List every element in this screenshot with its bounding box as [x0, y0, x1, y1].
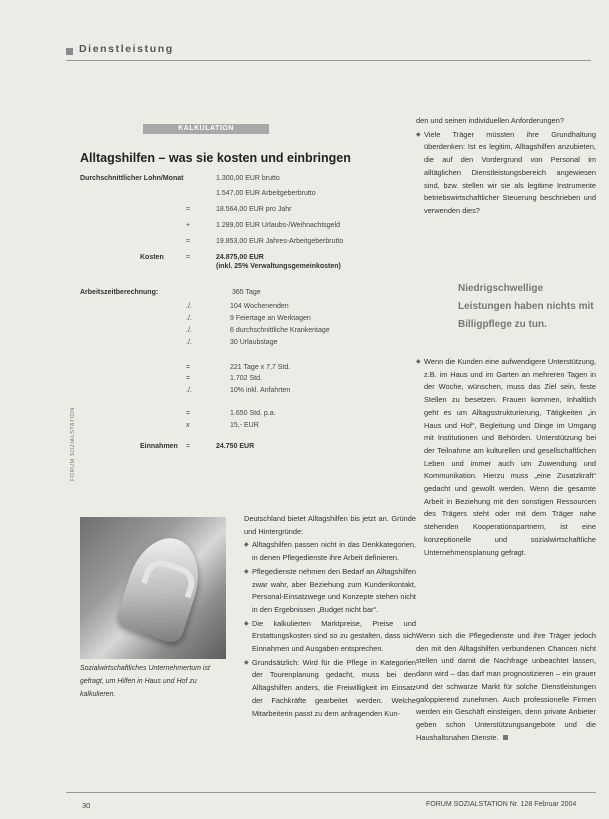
text-column-2: [244, 513, 416, 721]
calculation-value: 6 durchschnittliche Krankentage: [230, 327, 330, 334]
calculation-operator: =: [186, 375, 191, 382]
calculation-value: 1.702 Std.: [230, 375, 262, 382]
calculation-value: 19.853,00 EUR Jahres-Arbeitgeberbrutto: [216, 238, 344, 245]
calculation-value: 24.875,00 EUR: [216, 254, 264, 261]
iron-photo: [80, 517, 226, 659]
paragraph: den und seinen individuellen Anforderungen?: [416, 116, 564, 125]
text-column-3-top: [416, 115, 596, 219]
calculation-value: 104 Wochenenden: [230, 303, 289, 310]
calculation-operator: =: [186, 364, 191, 371]
calculation-operator: ./.: [186, 303, 192, 310]
calculation-value: 24.750 EUR: [216, 443, 255, 450]
paragraph: Deutschland bietet Alltagshilfen bis jetzt an. Gründe und Hintergründe:: [244, 514, 416, 536]
calculation-value: 365 Tage: [232, 289, 261, 296]
calculation-label: Durchschnittlicher Lohn/Monat: [80, 175, 184, 182]
calculation-label: Arbeitszeitberechnung:: [80, 289, 159, 296]
header-rule: [66, 60, 591, 61]
publication-line: FORUM SOZIALSTATION Nr. 128 Februar 2004: [426, 801, 577, 808]
calculation-value: 15,- EUR: [230, 422, 259, 429]
calculation-operator: =: [186, 443, 191, 450]
calculation-value: 30 Urlaubstage: [230, 339, 278, 346]
calculation-value: 1.650 Std. p.a.: [230, 410, 276, 417]
calculation-banner: KALKULATION: [143, 124, 269, 134]
calculation-label: Kosten: [140, 254, 164, 261]
text-column-3-middle: [416, 356, 596, 560]
paragraph: ◆ Die kalkulierten Marktpreise, Preise und Erstattungskosten sind so zu gestalten, dass sich Einnahmen und Ausgaben entsprechen.: [244, 618, 416, 656]
calculation-operator: =: [186, 254, 191, 261]
paragraph: ◆ Grundsätzlich: Wird für die Pflege in Kategorien der Tourenplanung gedacht, muss bei den Alltagshilfen anders, die Freiwilligkeit im Einsatz der Fachkräfte gearbeitet werden. Welche Mitarbeiterin passt zu dem anfragenden Kun-: [244, 657, 416, 721]
section-marker: [66, 48, 73, 55]
text-column-3-bottom: [416, 630, 596, 745]
calculation-operator: ./.: [186, 315, 192, 322]
calculation-value: 1.547,00 EUR Arbeitgeberbrutto: [216, 190, 316, 197]
calculation-operator: +: [186, 222, 191, 229]
paragraph: ◆ Wenn die Kunden eine aufwendigere Unterstützung, z.B. im Haus und im Garten an mehreren Tagen in der Woche, wünschen, muss das Ziel sein, feste Stellen zu besetzen. Frauen kommen, Inhaltlich geht es um Alltagsstrukturierung, Tätigkeiten „in Haus und Hof“, Begleitung und Dinge im Umgang mit Institutionen und Behörden. Unterstützung bei der Teilnahme am kulturellen und gesellschaftlichen Leben und immer auch um Zuwendung und Kommunikation. Hierzu muss „eine Zusatzkraft“ gedacht und gewollt werden. Wenn die gesamte Arbeit in Beziehung mit den sonstigen Ressourcen des Trägers steht oder mit dem Träger nahe stehenden Kooperationspartnern, ist eine konzeptionelle und sozialwirtschaftliche Unternehmensplanung gefragt.: [416, 356, 596, 559]
calculation-value: 18.564,00 EUR pro Jahr: [216, 206, 292, 213]
paragraph: ◆ Pflegedienste nehmen den Bedarf an Alltagshilfen zwar wahr, aber Beziehung zum Kundenkontakt, Personal-Einsatzwege und Konzepte stehen nicht in den Ergebnissen „Budget nicht bar“.: [244, 566, 416, 617]
calculation-operator: =: [186, 238, 191, 245]
calculation-operator: ./.: [186, 327, 192, 334]
calculation-value: 221 Tage x 7,7 Std.: [230, 364, 291, 371]
section-title: Dienstleistung: [79, 43, 174, 55]
paragraph: ◆ Alltagshilfen passen nicht in das Denkkategorien, in denen Pflegedienste ihre Arbeit definieren.: [244, 539, 416, 564]
side-tag: [66, 375, 76, 485]
calculation-label: Einnahmen: [140, 443, 178, 450]
footer-rule: [66, 792, 596, 793]
photo-caption: Sozialwirtschaftliches Unternehmertum ist gefragt, um Hilfen in Haus und Hof zu kalkulieren.: [80, 665, 210, 698]
calculation-operator: =: [186, 410, 191, 417]
calculation-value: (inkl. 25% Verwaltungsgemeinkosten): [216, 263, 341, 270]
calculation-operator: ./.: [186, 387, 192, 394]
calculation-operator: ./.: [186, 339, 192, 346]
side-tag-label: FORUM SOZIALSTATION: [70, 407, 76, 481]
end-of-article-mark: [503, 735, 508, 740]
calculation-title: Alltagshilfen – was sie kosten und einbringen: [80, 151, 351, 165]
calculation-value: 9 Feiertage an Werktagen: [230, 315, 311, 322]
calculation-operator: x: [186, 422, 190, 429]
paragraph: Wenn sich die Pflegedienste und ihre Träger jedoch den mit den Alltagshilfen verbundenen Chancen nicht stellen und damit die Nachfrage unbeachtet lassen, dann wird – das darf man prognostizieren – ein grauer und der schwarze Markt für solche Dienstleistungen galoppierend zunehmen. Auch professionelle Firmen werden ein Geschäft einsteigen, denn private Anbieter geben schon Unterstützungsangebote und die Haushaltsnahen Dienste.: [416, 631, 596, 742]
paragraph: ◆ Viele Träger müssten ihre Grundhaltung überdenken: Ist es legitim, Alltagshilfen anzubieten, die auf den Vordergrund von Personal im alltäglichen Dienstleistungsbereich angewiesen sind, bzw. stellen wir sie als legitime Instrumente betriebswirtschaftlicher Steuerung beschrieben und verwenden dies?: [416, 129, 596, 218]
page-number: 30: [82, 801, 91, 810]
calculation-value: 1.300,00 EUR brutto: [216, 175, 280, 182]
pull-quote: Niedrigschwellige Leistungen haben nichts mit Billigpflege zu tun.: [458, 283, 594, 330]
calculation-value: 1.289,00 EUR Urlaubs-/Weihnachtsgeld: [216, 222, 340, 229]
calculation-value: 10% inkl. Anfahrten: [230, 387, 291, 394]
calculation-operator: =: [186, 206, 191, 213]
